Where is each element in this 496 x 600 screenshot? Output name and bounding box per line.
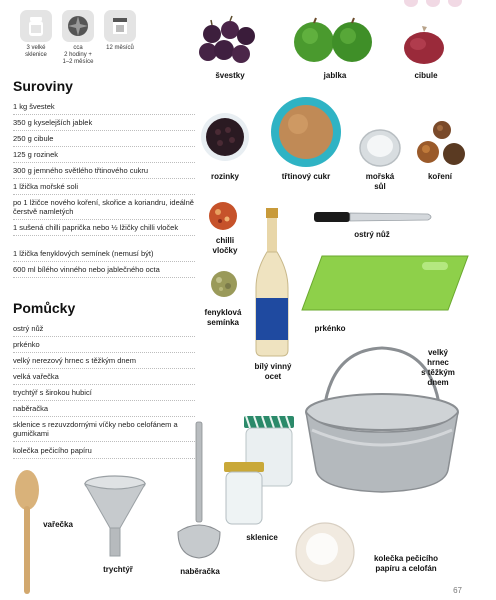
list-item: 1 lžička mořské soli [13, 182, 195, 195]
list-item: velký nerezový hrnec s těžkým dnem [13, 356, 195, 369]
page-tab-dot [448, 0, 462, 7]
baking-paper-image [294, 520, 356, 584]
jar-icon [20, 10, 52, 42]
salt-image [358, 128, 402, 168]
list-item: 250 g cibule [13, 134, 195, 147]
list-item: velká vařečka [13, 372, 195, 385]
pomucky-title: Pomůcky [13, 300, 76, 316]
plums-image [194, 14, 264, 68]
list-item: 1 kg švestek [13, 102, 195, 115]
list-item: naběračka [13, 404, 195, 417]
trychtyr-label: trychtýř [103, 565, 133, 574]
knife-image [312, 208, 434, 226]
apples-image [290, 14, 376, 68]
vinegar-bottle-image [250, 206, 294, 358]
svestky-label: švestky [215, 71, 245, 80]
clock-icon [62, 10, 94, 42]
fenykl-label: fenyklová semínka [204, 308, 242, 327]
rozinky-label: rozinky [210, 172, 239, 181]
calendar-icon [104, 10, 136, 42]
chilli-image [206, 200, 240, 232]
nuz-label: ostrý nůž [354, 230, 390, 239]
raisins-image [200, 110, 250, 164]
page-tab-dot [426, 0, 440, 7]
list-item: po 1 lžičce nového koření, skořice a koriandru, ideálně čerstvě namletých [13, 198, 195, 220]
yield-text: 3 velké sklenice [25, 45, 47, 58]
papir-label: kolečka pečicího papíru a celofán [373, 554, 439, 573]
hrnec-label: velký hrnec s těžkým dnem [421, 348, 455, 387]
list-item: trychtýř s širokou hubicí [13, 388, 195, 401]
sul-label: mořská sůl [365, 172, 395, 191]
koreni-label: koření [427, 172, 452, 181]
list-item: sklenice s rezuvzdornými víčky nebo celofánem a gumičkami [13, 420, 195, 442]
wooden-spoon-image [10, 468, 44, 596]
varecka-label: vařečka [43, 520, 73, 529]
list-item: 1 lžička fenyklových semínek (nemusí být) [13, 249, 195, 262]
page-number: 67 [453, 586, 462, 595]
funnel-image [82, 470, 148, 560]
list-item: 1 sušená chilli paprička nebo ½ lžičky chilli vloček [13, 223, 195, 236]
onion-image [400, 24, 448, 66]
list-item: prkénko [13, 340, 195, 353]
naberacka-label: naběračka [180, 567, 220, 576]
fennel-image [208, 268, 240, 300]
prkenko-label: prkénko [314, 324, 346, 333]
list-item: ostrý nůž [13, 324, 195, 337]
suroviny-title: Suroviny [13, 78, 73, 94]
ladle-image [174, 420, 224, 560]
list-item: 125 g rozinek [13, 150, 195, 163]
cutting-board-image [296, 246, 474, 320]
list-item: 350 g kyselejších jablek [13, 118, 195, 131]
ocet-label: bílý vinný ocet [254, 362, 292, 381]
sklenice-label: sklenice [246, 533, 278, 542]
time-text: cca 2 hodiny + 1–2 měsíce [62, 45, 94, 65]
jablka-label: jablka [323, 71, 347, 80]
jars-image [220, 416, 300, 528]
list-item: 600 ml bílého vinného nebo jablečného octa [13, 265, 195, 278]
shelf-life-text: 12 měsíců [106, 45, 134, 51]
list-item: kolečka pečicího papíru [13, 446, 195, 459]
sugar-image [268, 96, 344, 168]
cukr-label: třtinový cukr [281, 172, 331, 181]
chilli-label: chilli vločky [212, 236, 238, 255]
page-tab-dot [404, 0, 418, 7]
spices-image [416, 118, 468, 168]
list-item: 300 g jemného světlého třtinového cukru [13, 166, 195, 179]
cibule-label: cibule [414, 71, 438, 80]
